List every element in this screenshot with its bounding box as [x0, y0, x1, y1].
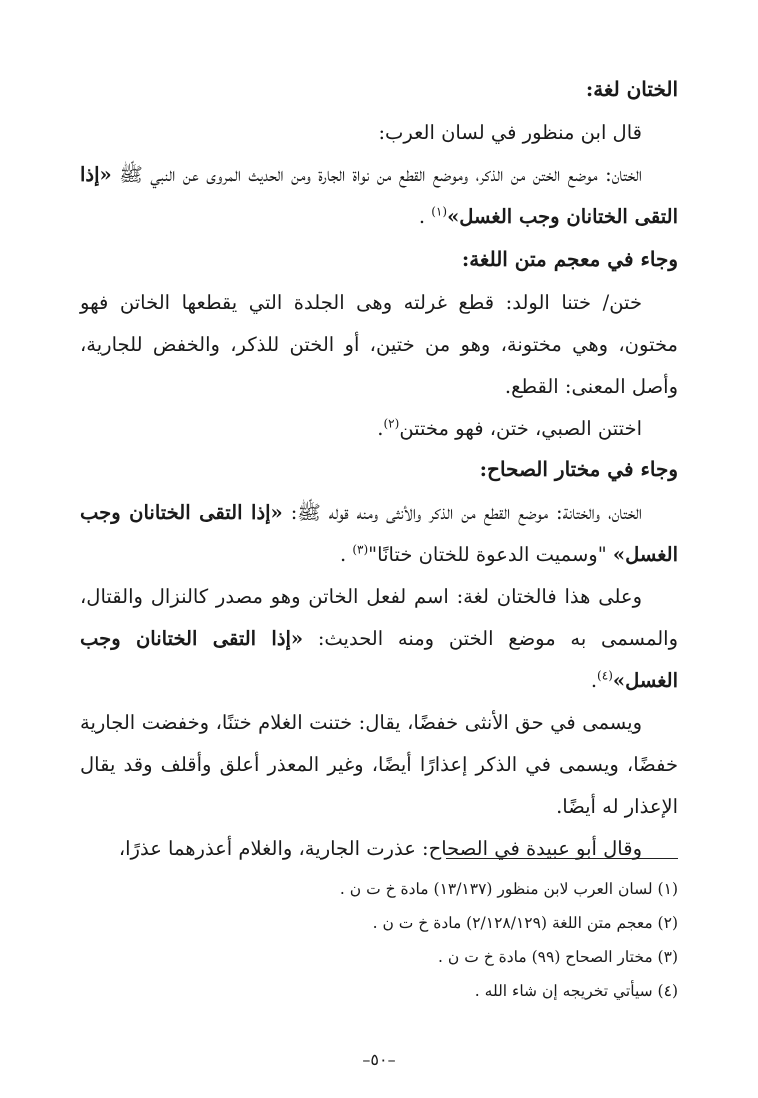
sentence-end: . — [590, 669, 598, 692]
footnotes — [80, 872, 678, 1008]
footnote-divider — [446, 858, 678, 859]
footnote-item: (٤) سيأتي تخريجه إن شاء الله . — [474, 982, 678, 1000]
paragraph-text: الختان، والختانة: موضع القطع من الذكر والأنثى ومنه قوله ﷺ: — [282, 501, 643, 524]
hadith-quote: «إذا التقى الختانان وجب الغسل» — [80, 501, 678, 566]
footnote-ref-1: (١) — [431, 204, 448, 219]
paragraph-lisan-definition — [80, 154, 678, 238]
paragraph-text: "وسميت الدعوة للختان ختانًا" — [368, 543, 613, 566]
paragraph-abu-ubaida: وقال أبو عبيدة في الصحاح: عذرت الجارية، والغلام أعذرهما عذرًا، — [118, 837, 642, 860]
paragraph-mujam-definition: ختن/ ختنا الولد: قطع غرلته وهى الجلدة التي يقطعها الخاتن فهو مختون، وهي مختونة، وهو من ختين، أو الختن للذكر، والخفض للجارية، وأصل المعنى: القطع. — [80, 291, 678, 398]
footnote-ref-3: (٣) — [352, 542, 369, 557]
paragraph-text: اختتن الصبي، ختن، فهو مختتن — [399, 417, 642, 440]
page-number: –٥٠– — [362, 1050, 396, 1069]
section-heading-mujam: وجاء في معجم متن اللغة: — [461, 247, 678, 271]
paragraph-text: الختان: موضع الختن من الذكر، وموضع القطع من نواة الجارة ومن الحديث المروى عن النبي ﷺ — [111, 163, 642, 186]
sentence-end: . — [418, 205, 432, 228]
footnote-item: (٣) مختار الصحاح (٩٩) مادة خ ت ن . — [438, 948, 678, 966]
paragraph-conclusion — [80, 576, 678, 702]
footnote-item: (١) لسان العرب لابن منظور (١٣/١٣٧) مادة خ ت ن . — [339, 880, 678, 898]
document-body — [80, 68, 678, 870]
hadith-quote: «إذا التقى الختانان وجب الغسل» — [80, 627, 678, 692]
paragraph-ikhtatan — [80, 408, 678, 450]
paragraph-ibn-manzur-intro: قال ابن منظور في لسان العرب: — [378, 121, 642, 144]
section-heading-mukhtar: وجاء في مختار الصحاح: — [479, 457, 678, 481]
footnote-ref-4: (٤) — [597, 668, 613, 683]
section-heading-linguistic: الختان لغة: — [585, 77, 678, 101]
footnote-ref-2: (٢) — [383, 416, 400, 431]
paragraph-mukhtar-definition — [80, 492, 678, 576]
sentence-end: . — [339, 543, 353, 566]
paragraph-khafd: ويسمى في حق الأنثى خفضًا، يقال: ختنت الغلام ختنًا، وخفضت الجارية خفضًا، ويسمى في الذكر إعذارًا أيضًا، وغير المعذر أعلق وأقلف وقد يقال الإعذار له أيضًا. — [80, 711, 678, 818]
hadith-quote: «إذا التقى الختانان وجب الغسل» — [80, 163, 678, 228]
sentence-end: . — [377, 417, 384, 440]
footnote-item: (٢) معجم متن اللغة (٢/١٢٨/١٢٩) مادة خ ت ن . — [372, 914, 678, 932]
paragraph-text: وعلى هذا فالختان لغة: اسم لفعل الخاتن وهو مصدر كالنزال والقتال، والمسمى به موضع الختن ومنه الحديث: — [80, 585, 678, 650]
